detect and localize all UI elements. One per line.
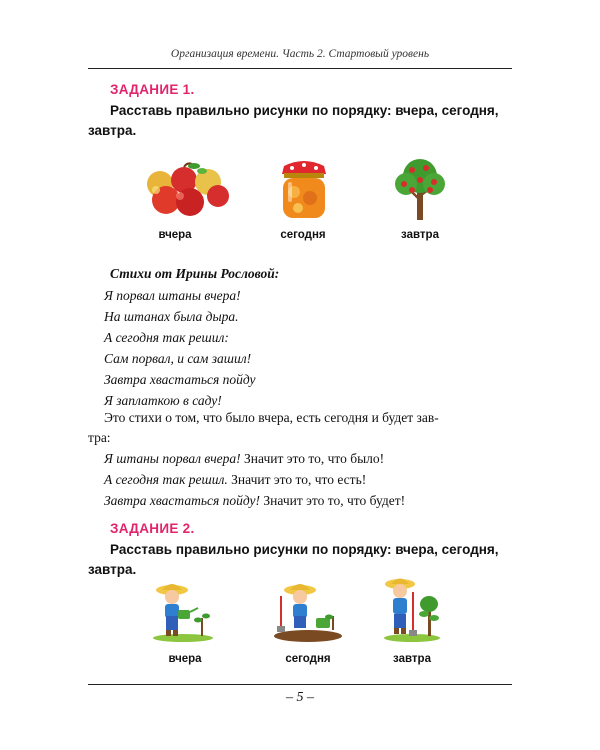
task2-title: ЗАДАНИЕ 2.: [110, 521, 195, 536]
example-line: [104, 448, 405, 469]
example-rest: Значит это то, что есть!: [227, 472, 367, 487]
boy-with-grown-tree-icon: [382, 574, 442, 642]
example-rest: Значит это то, что было!: [240, 451, 385, 466]
apple-tree-icon: [390, 156, 450, 222]
jam-jar-icon: [278, 158, 330, 222]
task1-title: ЗАДАНИЕ 1.: [110, 82, 195, 97]
poem-line: А сегодня так решил:: [104, 330, 229, 345]
task2-instruction-line1: Расставь правильно рисунки по порядку: вчера, сегодня,: [110, 542, 499, 557]
example-quote: Я штаны порвал вчера!: [104, 451, 241, 466]
task2-caption-1: вчера: [168, 653, 202, 665]
explanation-paragraph: [88, 408, 512, 448]
task1-caption-3: завтра: [401, 229, 439, 241]
poem-line: Завтра хвастаться пойду: [104, 372, 256, 387]
example-rest: Значит это то, что будет!: [260, 493, 406, 508]
example-line: [104, 469, 405, 490]
boy-watering-seedling-icon: [150, 580, 216, 642]
footer-rule: [88, 684, 512, 685]
header-rule: [88, 68, 512, 69]
running-header: Организация времени. Часть 2. Стартовый уровень: [170, 48, 430, 60]
examples: [104, 448, 405, 511]
task2-caption-2: сегодня: [285, 653, 331, 665]
example-quote: А сегодня так решил.: [104, 472, 228, 487]
task2-instruction: [88, 540, 512, 580]
poem-title: Стихи от Ирины Рословой:: [110, 266, 280, 281]
example-quote: Завтра хвастаться пойду!: [104, 493, 261, 508]
task1-instruction: [88, 101, 512, 141]
task2-caption-3: завтра: [393, 653, 431, 665]
poem-line: Я заплаткою в саду!: [104, 393, 222, 408]
explanation-line1: Это стихи о том, что было вчера, есть сегодня и будет зав-: [104, 410, 439, 425]
poem-line: Я порвал штаны вчера!: [104, 288, 241, 303]
poem: [104, 285, 256, 411]
task1-caption-1: вчера: [158, 229, 192, 241]
poem-line: Сам порвал, и сам зашил!: [104, 351, 252, 366]
task1-instruction-line1: Расставь правильно рисунки по порядку: вчера, сегодня,: [110, 103, 499, 118]
example-line: [104, 490, 405, 511]
explanation-line2: тра:: [88, 430, 111, 445]
task1-instruction-line2: завтра.: [88, 123, 137, 138]
apples-icon: [140, 160, 232, 220]
boy-planting-seedling-icon: [272, 580, 344, 642]
task2-instruction-line2: завтра.: [88, 562, 137, 577]
page-number: – 5 –: [286, 690, 314, 705]
task1-caption-2: сегодня: [280, 229, 326, 241]
poem-line: На штанах была дыра.: [104, 309, 239, 324]
